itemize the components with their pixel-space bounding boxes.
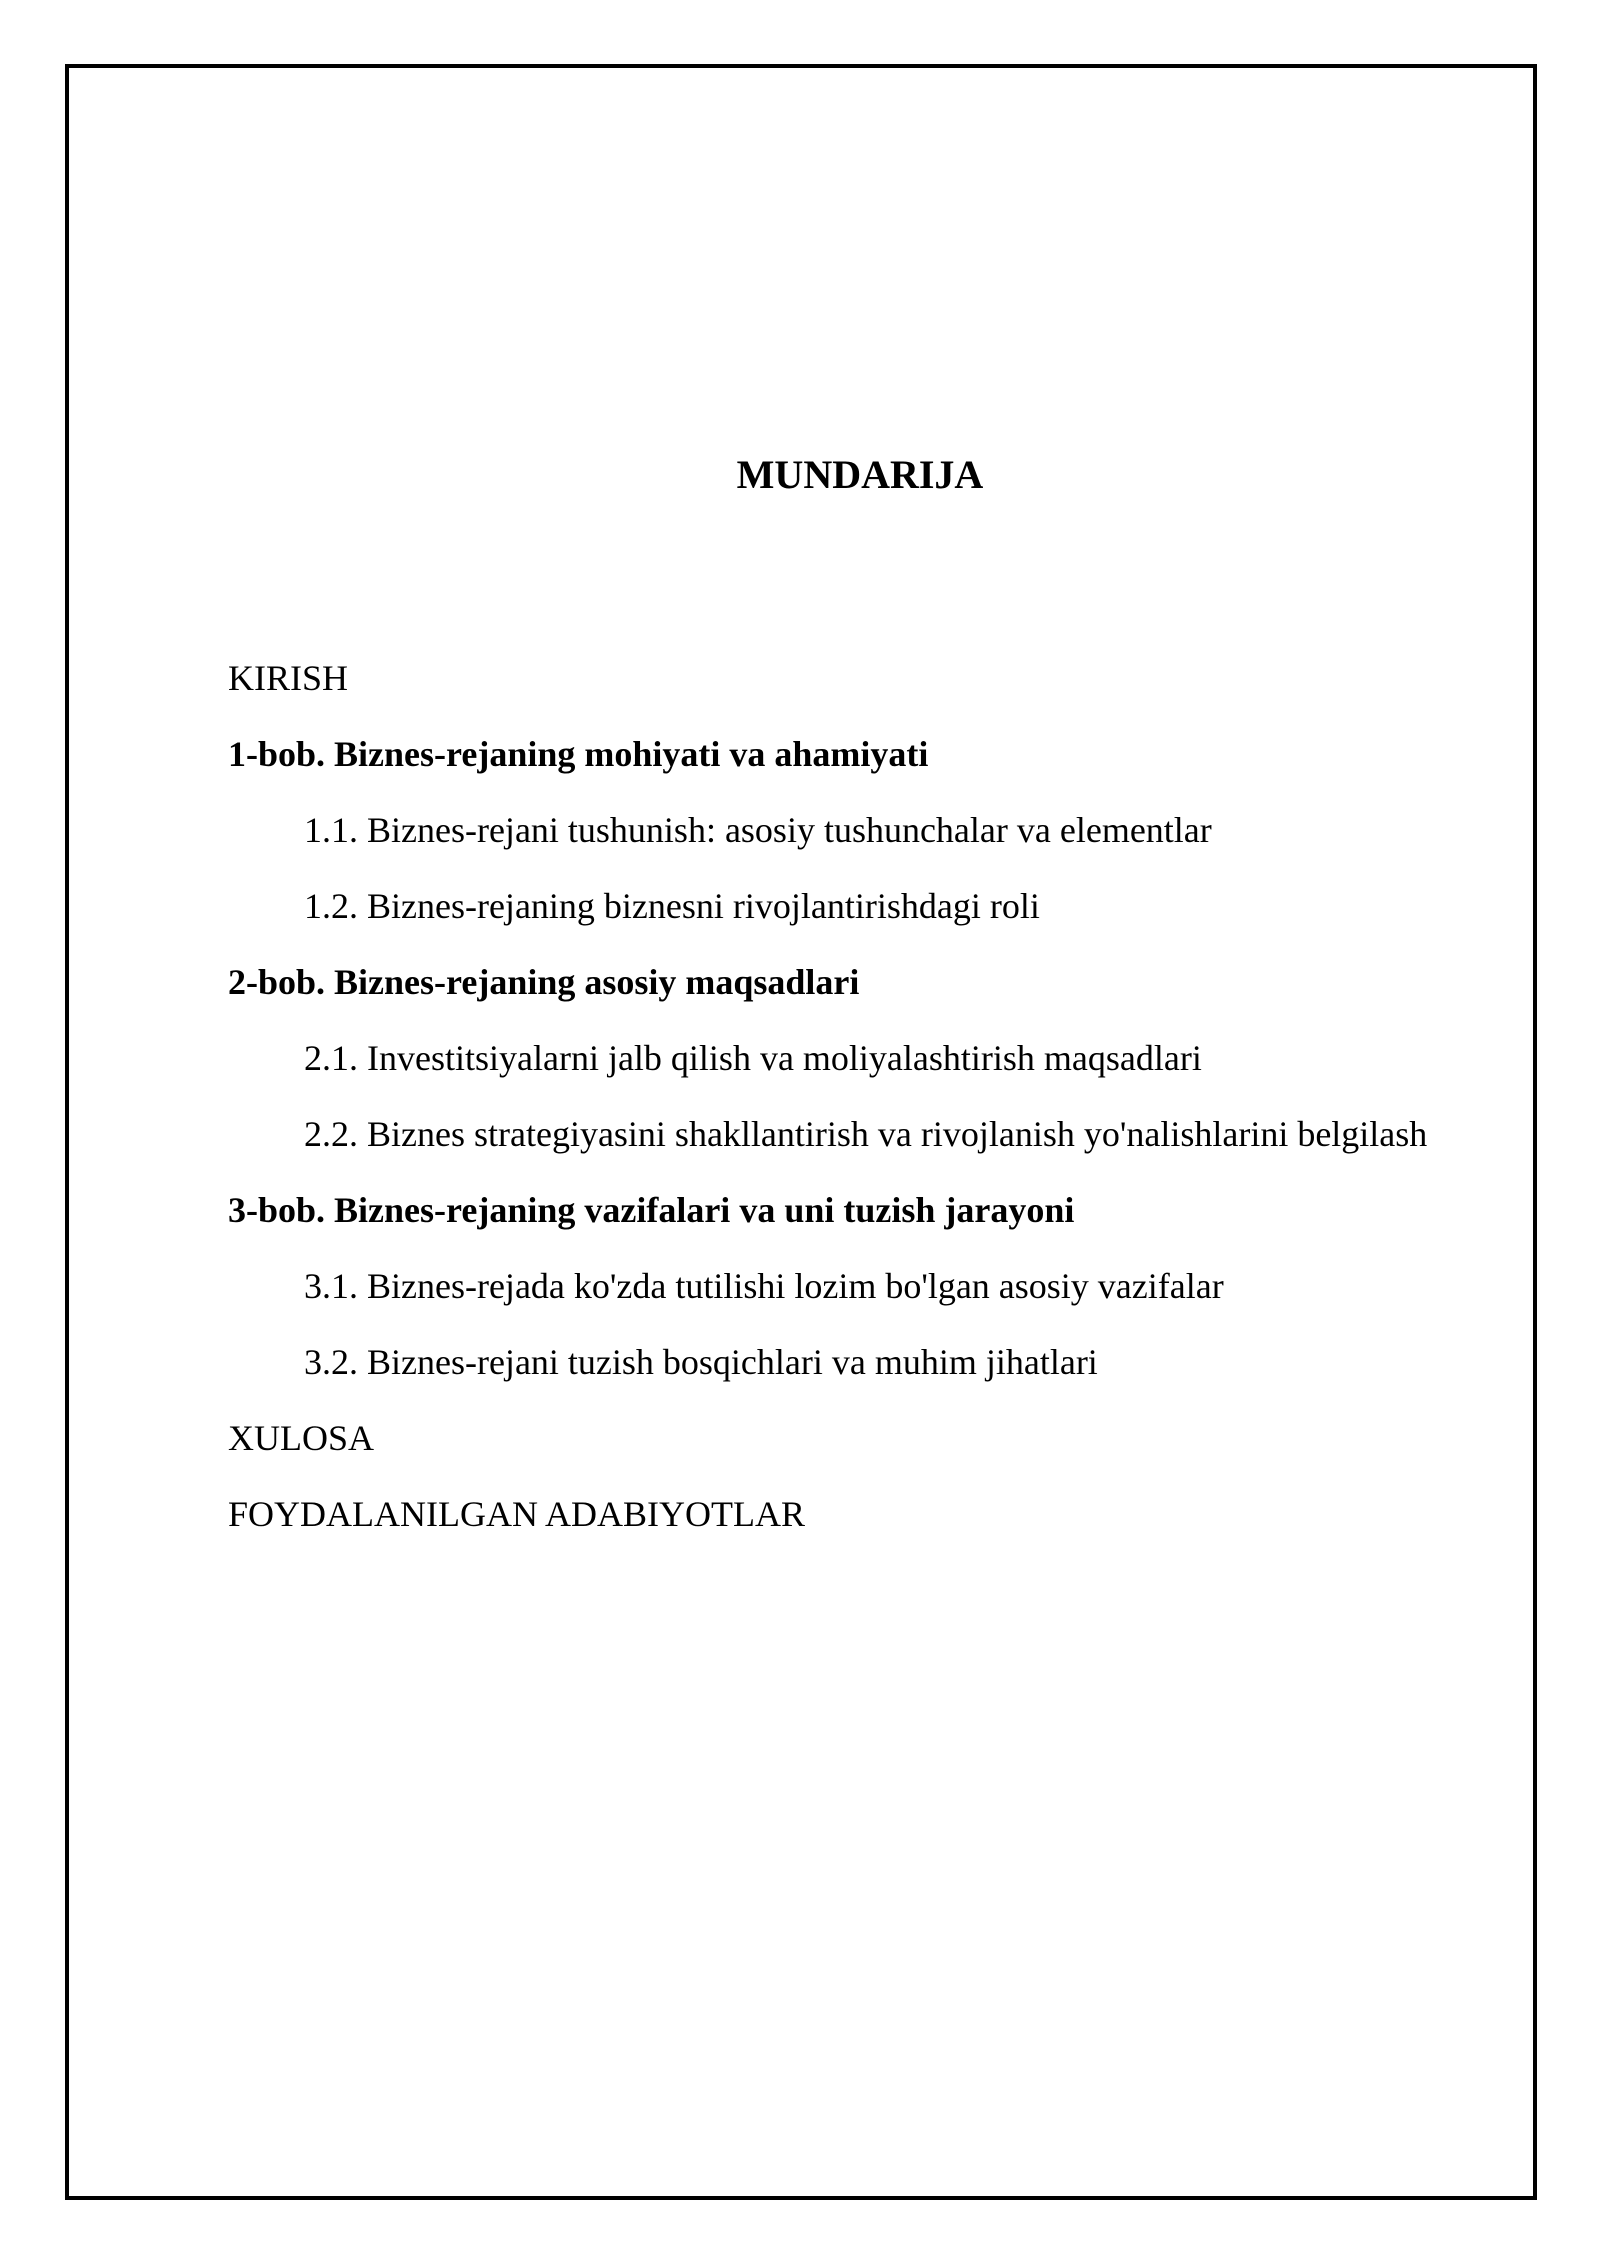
- table-of-contents: [228, 640, 1427, 1552]
- toc-section-2-1: 2.1. Investitsiyalarni jalb qilish va moliyalashtirish maqsadlari: [304, 1038, 1202, 1078]
- toc-entry-introduction: KIRISH: [228, 658, 349, 698]
- toc-entry-conclusion: XULOSA: [228, 1418, 375, 1458]
- page-title: MUNDARIJA: [736, 452, 984, 497]
- toc-entry-references: FOYDALANILGAN ADABIYOTLAR: [228, 1494, 805, 1534]
- toc-section-1-2: 1.2. Biznes-rejaning biznesni rivojlantirishdagi roli: [304, 886, 1040, 926]
- toc-section-1-1: 1.1. Biznes-rejani tushunish: asosiy tushunchalar va elementlar: [304, 810, 1212, 850]
- toc-chapter-1: 1-bob. Biznes-rejaning mohiyati va ahamiyati: [228, 734, 929, 774]
- toc-chapter-2: 2-bob. Biznes-rejaning asosiy maqsadlari: [228, 962, 860, 1002]
- toc-chapter-3: 3-bob. Biznes-rejaning vazifalari va uni tuzish jarayoni: [228, 1190, 1075, 1230]
- toc-section-3-2: 3.2. Biznes-rejani tuzish bosqichlari va muhim jihatlari: [304, 1342, 1098, 1382]
- toc-section-2-2: 2.2. Biznes strategiyasini shakllantirish va rivojlanish yo'nalishlarini belgilash: [304, 1114, 1428, 1154]
- toc-section-3-1: 3.1. Biznes-rejada ko'zda tutilishi lozim bo'lgan asosiy vazifalar: [304, 1266, 1224, 1306]
